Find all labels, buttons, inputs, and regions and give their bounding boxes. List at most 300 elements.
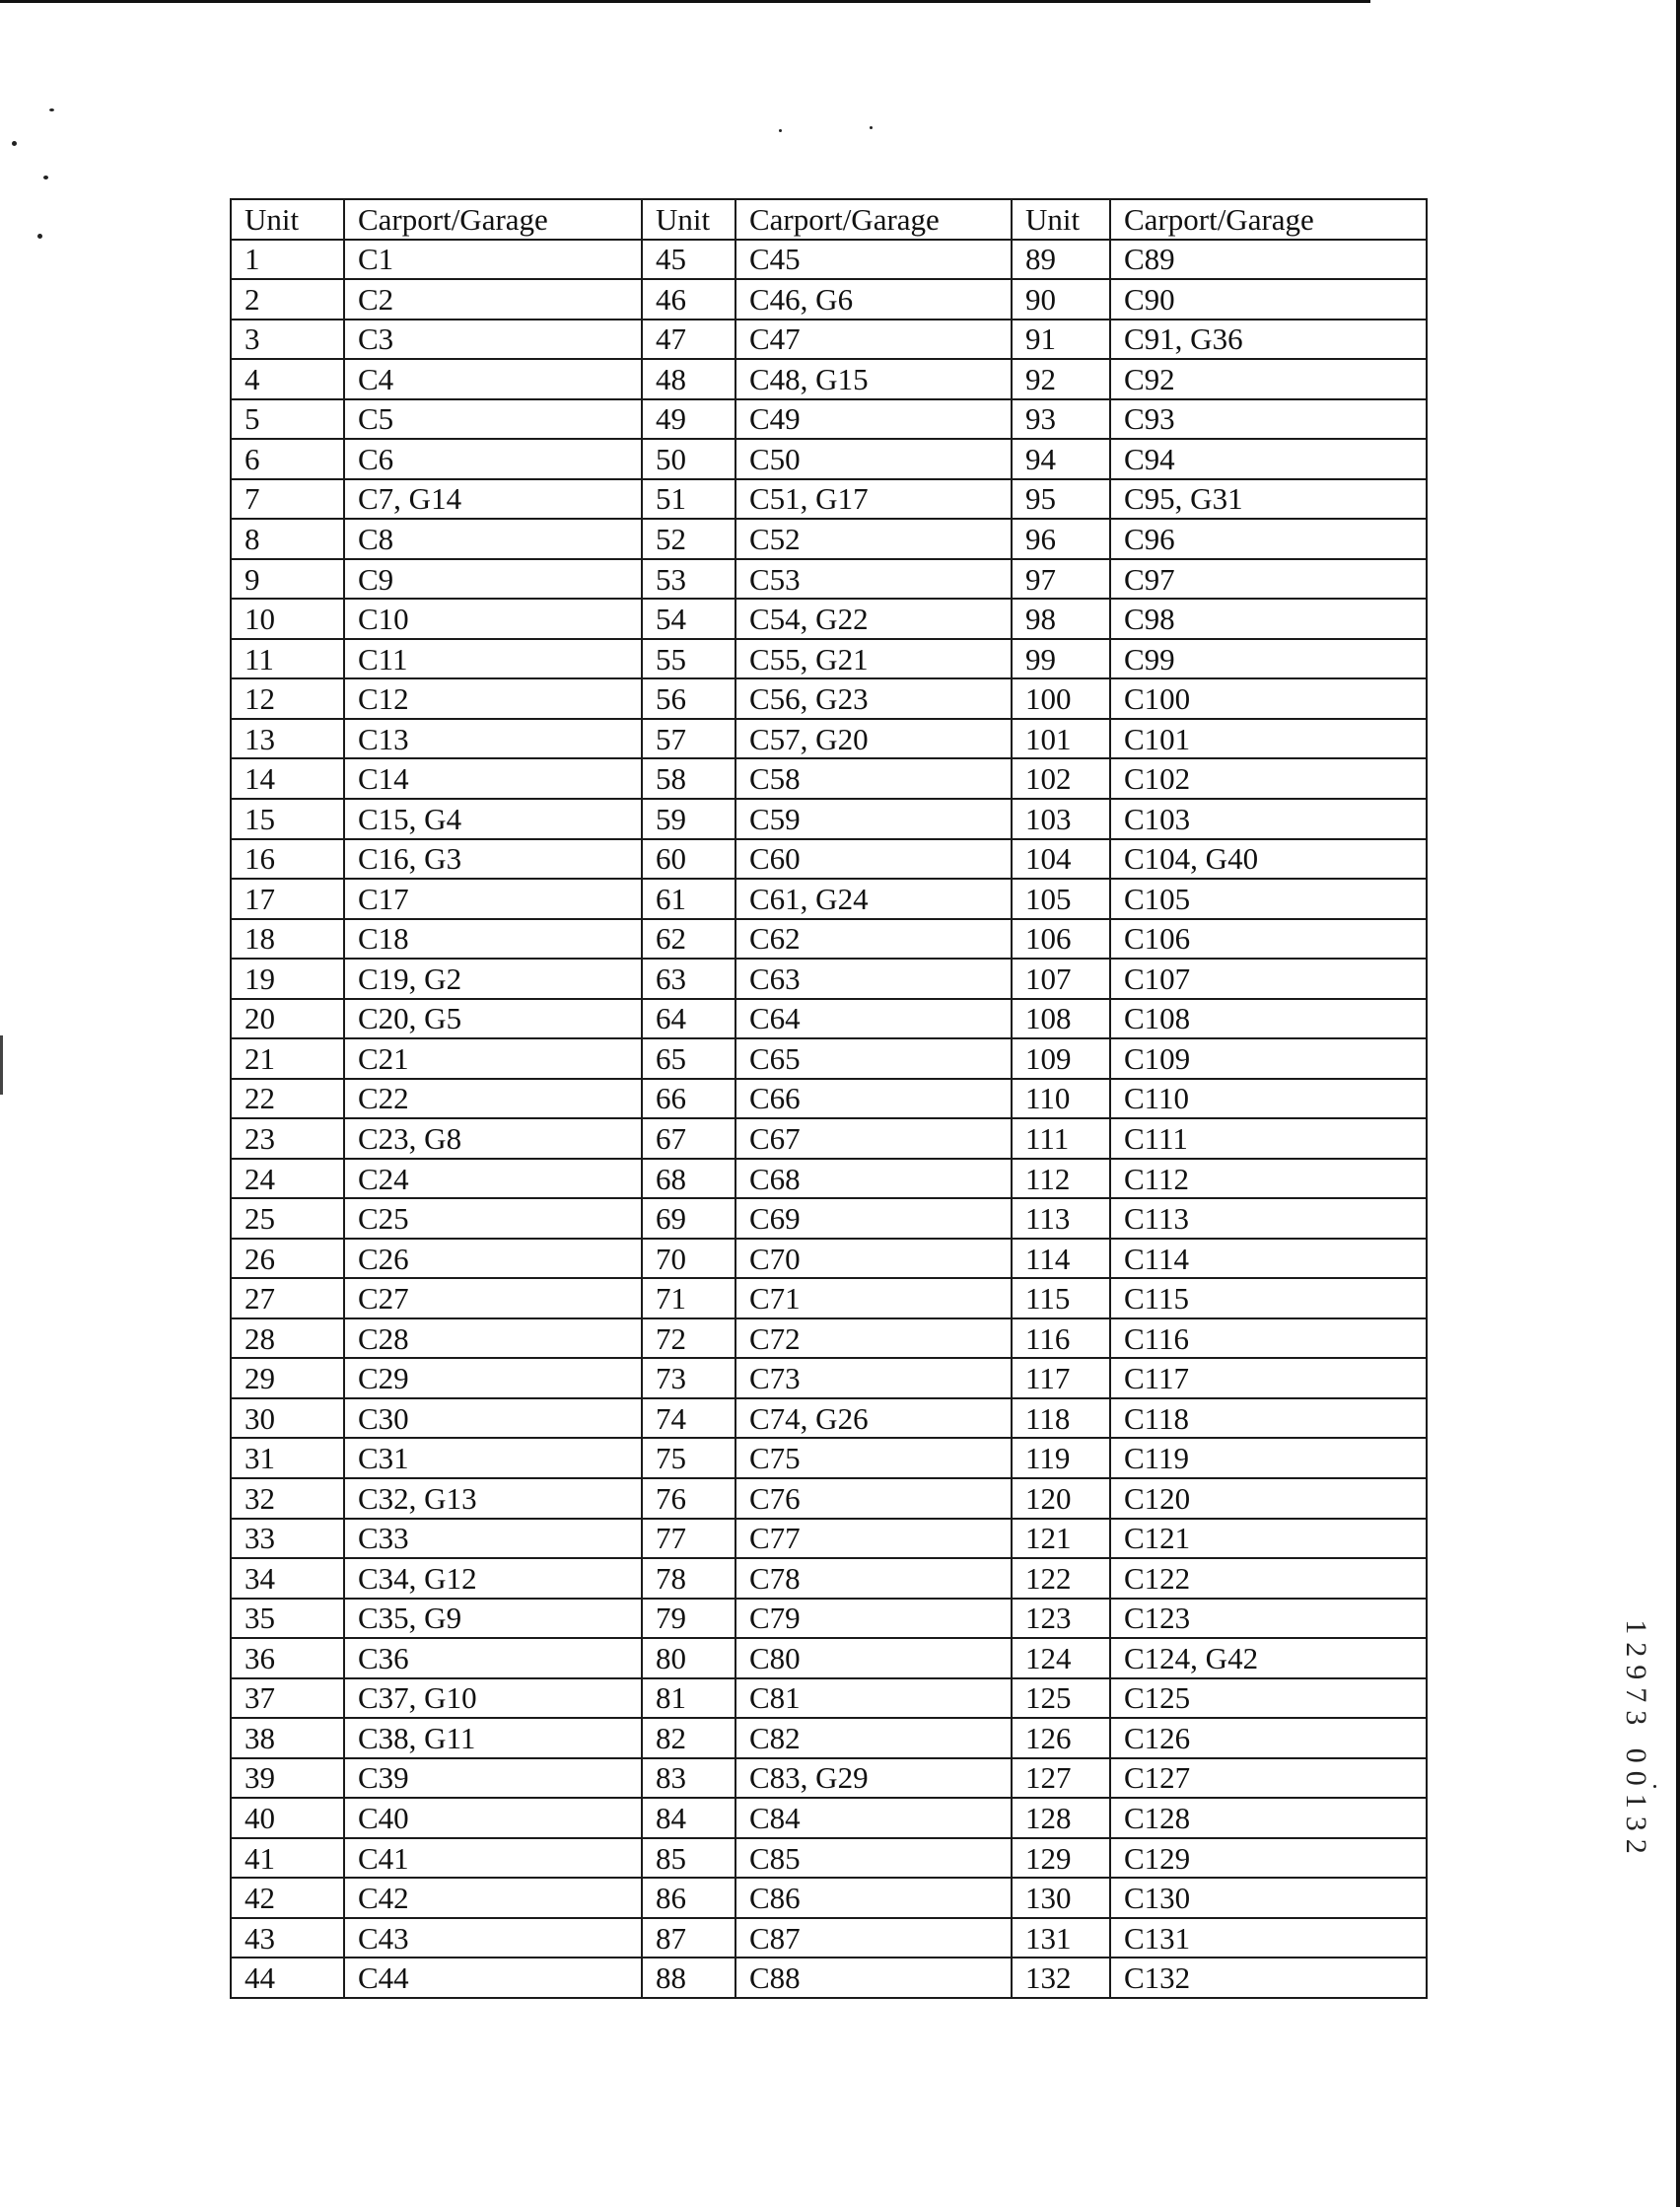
carport-garage-cell: C87 (735, 1918, 1012, 1958)
document-stamp-text: 12973 00132 (1620, 1619, 1652, 1862)
unit-cell: 28 (231, 1318, 344, 1359)
table-row (231, 1599, 1427, 1639)
carport-garage-cell: C41 (344, 1838, 642, 1879)
unit-cell: 115 (1012, 1278, 1110, 1318)
table-header-row (231, 199, 1427, 240)
unit-cell: 54 (642, 599, 735, 639)
carport-garage-cell: C71 (735, 1278, 1012, 1318)
table-row (231, 1198, 1427, 1239)
table-row (231, 240, 1427, 280)
carport-garage-cell: C121 (1110, 1519, 1427, 1559)
unit-cell: 126 (1012, 1718, 1110, 1758)
carport-garage-cell: C60 (735, 839, 1012, 880)
unit-cell: 87 (642, 1918, 735, 1958)
unit-cell: 90 (1012, 279, 1110, 320)
table-row (231, 1278, 1427, 1318)
unit-cell: 111 (1012, 1118, 1110, 1159)
carport-garage-cell: C2 (344, 279, 642, 320)
carport-garage-cell: C95, G31 (1110, 479, 1427, 520)
carport-garage-cell: C63 (735, 959, 1012, 999)
carport-garage-cell: C119 (1110, 1438, 1427, 1478)
table-row (231, 879, 1427, 919)
carport-garage-cell: C65 (735, 1038, 1012, 1079)
unit-cell: 32 (231, 1478, 344, 1519)
carport-garage-cell: C85 (735, 1838, 1012, 1879)
table-row (231, 559, 1427, 600)
unit-cell: 62 (642, 919, 735, 960)
unit-cell: 74 (642, 1398, 735, 1439)
unit-cell: 55 (642, 639, 735, 679)
carport-garage-cell: C118 (1110, 1398, 1427, 1439)
unit-cell: 20 (231, 999, 344, 1039)
unit-cell: 88 (642, 1958, 735, 1998)
unit-cell: 104 (1012, 839, 1110, 880)
carport-garage-cell: C53 (735, 559, 1012, 600)
unit-cell: 100 (1012, 678, 1110, 719)
carport-garage-cell: C70 (735, 1239, 1012, 1279)
unit-cell: 45 (642, 240, 735, 280)
scan-speck (870, 126, 873, 129)
carport-garage-cell: C15, G4 (344, 799, 642, 839)
unit-cell: 109 (1012, 1038, 1110, 1079)
unit-cell: 127 (1012, 1758, 1110, 1799)
unit-cell: 132 (1012, 1958, 1110, 1998)
carport-garage-cell: C5 (344, 399, 642, 440)
carport-garage-cell: C44 (344, 1958, 642, 1998)
carport-garage-cell: C45 (735, 240, 1012, 280)
carport-garage-cell: C16, G3 (344, 839, 642, 880)
carport-garage-cell: C25 (344, 1198, 642, 1239)
unit-cell: 9 (231, 559, 344, 600)
table-row (231, 1239, 1427, 1279)
carport-garage-cell: C74, G26 (735, 1398, 1012, 1439)
unit-cell: 110 (1012, 1079, 1110, 1119)
unit-cell: 14 (231, 758, 344, 799)
table-row (231, 1958, 1427, 1998)
carport-garage-cell: C29 (344, 1358, 642, 1398)
carport-garage-cell: C84 (735, 1798, 1012, 1838)
carport-garage-cell: C36 (344, 1638, 642, 1678)
table-row (231, 1079, 1427, 1119)
unit-cell: 128 (1012, 1798, 1110, 1838)
carport-garage-cell: C75 (735, 1438, 1012, 1478)
scan-right-edge (1676, 0, 1680, 2207)
header-unit-1: Unit (231, 199, 344, 240)
carport-garage-cell: C105 (1110, 879, 1427, 919)
scan-speck (779, 129, 782, 132)
unit-cell: 7 (231, 479, 344, 520)
carport-garage-cell: C116 (1110, 1318, 1427, 1359)
carport-garage-cell: C64 (735, 999, 1012, 1039)
carport-garage-cell: C100 (1110, 678, 1427, 719)
table-row (231, 1758, 1427, 1799)
carport-garage-cell: C113 (1110, 1198, 1427, 1239)
unit-cell: 81 (642, 1678, 735, 1719)
carport-garage-cell: C94 (1110, 439, 1427, 479)
unit-cell: 24 (231, 1159, 344, 1199)
table-row (231, 839, 1427, 880)
unit-cell: 117 (1012, 1358, 1110, 1398)
carport-garage-cell: C92 (1110, 359, 1427, 399)
carport-garage-cell: C79 (735, 1599, 1012, 1639)
unit-cell: 77 (642, 1519, 735, 1559)
unit-cell: 56 (642, 678, 735, 719)
unit-cell: 57 (642, 719, 735, 759)
carport-garage-cell: C10 (344, 599, 642, 639)
unit-cell: 35 (231, 1599, 344, 1639)
carport-garage-cell: C47 (735, 320, 1012, 360)
carport-garage-cell: C86 (735, 1878, 1012, 1918)
carport-garage-cell: C4 (344, 359, 642, 399)
carport-garage-cell: C32, G13 (344, 1478, 642, 1519)
unit-cell: 8 (231, 519, 344, 559)
table-row (231, 1159, 1427, 1199)
unit-cell: 52 (642, 519, 735, 559)
scan-speck (37, 234, 42, 239)
unit-cell: 12 (231, 678, 344, 719)
carport-garage-cell: C58 (735, 758, 1012, 799)
table-row (231, 678, 1427, 719)
carport-garage-cell: C17 (344, 879, 642, 919)
unit-cell: 63 (642, 959, 735, 999)
table-row (231, 320, 1427, 360)
table-row (231, 999, 1427, 1039)
unit-cell: 60 (642, 839, 735, 880)
carport-garage-cell: C102 (1110, 758, 1427, 799)
unit-cell: 78 (642, 1558, 735, 1599)
unit-cell: 43 (231, 1918, 344, 1958)
unit-cell: 121 (1012, 1519, 1110, 1559)
scan-top-edge (0, 0, 1370, 3)
carport-garage-cell: C38, G11 (344, 1718, 642, 1758)
table-row (231, 1798, 1427, 1838)
unit-cell: 91 (1012, 320, 1110, 360)
unit-cell: 19 (231, 959, 344, 999)
unit-cell: 94 (1012, 439, 1110, 479)
carport-garage-cell: C8 (344, 519, 642, 559)
unit-cell: 107 (1012, 959, 1110, 999)
carport-garage-cell: C46, G6 (735, 279, 1012, 320)
carport-garage-cell: C52 (735, 519, 1012, 559)
unit-cell: 99 (1012, 639, 1110, 679)
carport-garage-cell: C99 (1110, 639, 1427, 679)
carport-garage-cell: C93 (1110, 399, 1427, 440)
unit-cell: 89 (1012, 240, 1110, 280)
carport-garage-cell: C35, G9 (344, 1599, 642, 1639)
carport-garage-cell: C7, G14 (344, 479, 642, 520)
scan-left-mark (0, 1035, 3, 1095)
carport-garage-cell: C123 (1110, 1599, 1427, 1639)
unit-cell: 130 (1012, 1878, 1110, 1918)
unit-cell: 11 (231, 639, 344, 679)
carport-garage-table (230, 198, 1428, 1999)
unit-cell: 73 (642, 1358, 735, 1398)
carport-garage-cell: C42 (344, 1878, 642, 1918)
carport-garage-cell: C54, G22 (735, 599, 1012, 639)
carport-garage-cell: C30 (344, 1398, 642, 1439)
table-row (231, 1038, 1427, 1079)
carport-garage-cell: C125 (1110, 1678, 1427, 1719)
unit-cell: 95 (1012, 479, 1110, 520)
carport-garage-cell: C76 (735, 1478, 1012, 1519)
unit-cell: 22 (231, 1079, 344, 1119)
table-row (231, 758, 1427, 799)
carport-garage-cell: C127 (1110, 1758, 1427, 1799)
unit-cell: 59 (642, 799, 735, 839)
unit-cell: 131 (1012, 1918, 1110, 1958)
carport-garage-cell: C109 (1110, 1038, 1427, 1079)
header-unit-2: Unit (642, 199, 735, 240)
carport-garage-cell: C61, G24 (735, 879, 1012, 919)
carport-garage-cell: C81 (735, 1678, 1012, 1719)
unit-cell: 40 (231, 1798, 344, 1838)
scan-speck (12, 141, 17, 146)
table-row (231, 639, 1427, 679)
header-unit-3: Unit (1012, 199, 1110, 240)
carport-garage-cell: C90 (1110, 279, 1427, 320)
carport-garage-cell: C89 (1110, 240, 1427, 280)
unit-cell: 113 (1012, 1198, 1110, 1239)
carport-garage-cell: C114 (1110, 1239, 1427, 1279)
carport-garage-cell: C110 (1110, 1079, 1427, 1119)
carport-garage-cell: C9 (344, 559, 642, 600)
carport-garage-cell: C130 (1110, 1878, 1427, 1918)
carport-garage-cell: C91, G36 (1110, 320, 1427, 360)
unit-cell: 116 (1012, 1318, 1110, 1359)
carport-garage-cell: C34, G12 (344, 1558, 642, 1599)
unit-cell: 49 (642, 399, 735, 440)
unit-cell: 31 (231, 1438, 344, 1478)
carport-garage-cell: C112 (1110, 1159, 1427, 1199)
table-row (231, 1558, 1427, 1599)
table-row (231, 799, 1427, 839)
carport-garage-cell: C72 (735, 1318, 1012, 1359)
carport-garage-cell: C62 (735, 919, 1012, 960)
carport-garage-cell: C97 (1110, 559, 1427, 600)
carport-garage-cell: C50 (735, 439, 1012, 479)
table-row (231, 1718, 1427, 1758)
table-row (231, 1838, 1427, 1879)
carport-garage-cell: C48, G15 (735, 359, 1012, 399)
header-carport-garage-3: Carport/Garage (1110, 199, 1427, 240)
carport-garage-cell: C129 (1110, 1838, 1427, 1879)
carport-garage-cell: C3 (344, 320, 642, 360)
table-body (231, 199, 1427, 1998)
carport-garage-cell: C21 (344, 1038, 642, 1079)
unit-cell: 98 (1012, 599, 1110, 639)
carport-garage-cell: C111 (1110, 1118, 1427, 1159)
table-row (231, 599, 1427, 639)
unit-cell: 84 (642, 1798, 735, 1838)
table-row (231, 1878, 1427, 1918)
table-row (231, 279, 1427, 320)
carport-garage-cell: C98 (1110, 599, 1427, 639)
carport-garage-cell: C124, G42 (1110, 1638, 1427, 1678)
scan-speck (43, 176, 48, 179)
table-row (231, 1918, 1427, 1958)
carport-garage-cell: C55, G21 (735, 639, 1012, 679)
unit-cell: 68 (642, 1159, 735, 1199)
unit-cell: 65 (642, 1038, 735, 1079)
unit-cell: 34 (231, 1558, 344, 1599)
unit-cell: 46 (642, 279, 735, 320)
unit-cell: 66 (642, 1079, 735, 1119)
carport-garage-cell: C115 (1110, 1278, 1427, 1318)
carport-garage-cell: C12 (344, 678, 642, 719)
unit-cell: 15 (231, 799, 344, 839)
unit-cell: 120 (1012, 1478, 1110, 1519)
carport-garage-cell: C96 (1110, 519, 1427, 559)
unit-cell: 118 (1012, 1398, 1110, 1439)
unit-cell: 67 (642, 1118, 735, 1159)
unit-cell: 44 (231, 1958, 344, 1998)
unit-cell: 33 (231, 1519, 344, 1559)
unit-cell: 50 (642, 439, 735, 479)
unit-cell: 13 (231, 719, 344, 759)
table-row (231, 1118, 1427, 1159)
unit-cell: 125 (1012, 1678, 1110, 1719)
unit-cell: 27 (231, 1278, 344, 1318)
carport-garage-cell: C120 (1110, 1478, 1427, 1519)
unit-cell: 42 (231, 1878, 344, 1918)
unit-cell: 79 (642, 1599, 735, 1639)
carport-garage-cell: C128 (1110, 1798, 1427, 1838)
table-row (231, 479, 1427, 520)
unit-cell: 17 (231, 879, 344, 919)
carport-garage-cell: C1 (344, 240, 642, 280)
unit-cell: 3 (231, 320, 344, 360)
carport-garage-cell: C49 (735, 399, 1012, 440)
unit-cell: 124 (1012, 1638, 1110, 1678)
carport-garage-cell: C83, G29 (735, 1758, 1012, 1799)
header-carport-garage-2: Carport/Garage (735, 199, 1012, 240)
table-row (231, 719, 1427, 759)
scan-speck (49, 108, 54, 111)
unit-cell: 97 (1012, 559, 1110, 600)
carport-garage-cell: C27 (344, 1278, 642, 1318)
unit-cell: 106 (1012, 919, 1110, 960)
unit-cell: 114 (1012, 1239, 1110, 1279)
unit-cell: 25 (231, 1198, 344, 1239)
unit-cell: 129 (1012, 1838, 1110, 1879)
table-row (231, 399, 1427, 440)
carport-garage-cell: C122 (1110, 1558, 1427, 1599)
carport-garage-cell: C37, G10 (344, 1678, 642, 1719)
unit-cell: 29 (231, 1358, 344, 1398)
table-row (231, 519, 1427, 559)
carport-garage-cell: C73 (735, 1358, 1012, 1398)
header-carport-garage-1: Carport/Garage (344, 199, 642, 240)
carport-garage-cell: C66 (735, 1079, 1012, 1119)
carport-garage-cell: C28 (344, 1318, 642, 1359)
carport-garage-cell: C22 (344, 1079, 642, 1119)
unit-cell: 85 (642, 1838, 735, 1879)
carport-garage-cell: C68 (735, 1159, 1012, 1199)
carport-garage-cell: C132 (1110, 1958, 1427, 1998)
unit-cell: 38 (231, 1718, 344, 1758)
unit-cell: 105 (1012, 879, 1110, 919)
carport-garage-cell: C69 (735, 1198, 1012, 1239)
carport-garage-cell: C6 (344, 439, 642, 479)
table-row (231, 1519, 1427, 1559)
unit-cell: 72 (642, 1318, 735, 1359)
table-row (231, 359, 1427, 399)
carport-garage-cell: C13 (344, 719, 642, 759)
carport-garage-cell: C67 (735, 1118, 1012, 1159)
carport-garage-cell: C80 (735, 1638, 1012, 1678)
unit-cell: 53 (642, 559, 735, 600)
unit-cell: 16 (231, 839, 344, 880)
table-row (231, 439, 1427, 479)
unit-cell: 1 (231, 240, 344, 280)
unit-cell: 75 (642, 1438, 735, 1478)
carport-garage-cell: C23, G8 (344, 1118, 642, 1159)
unit-cell: 2 (231, 279, 344, 320)
table-row (231, 1478, 1427, 1519)
unit-cell: 80 (642, 1638, 735, 1678)
carport-garage-cell: C106 (1110, 919, 1427, 960)
carport-garage-cell: C43 (344, 1918, 642, 1958)
unit-cell: 48 (642, 359, 735, 399)
unit-cell: 71 (642, 1278, 735, 1318)
table-row (231, 1318, 1427, 1359)
carport-garage-cell: C40 (344, 1798, 642, 1838)
carport-garage-cell: C88 (735, 1958, 1012, 1998)
unit-cell: 61 (642, 879, 735, 919)
unit-cell: 58 (642, 758, 735, 799)
unit-cell: 76 (642, 1478, 735, 1519)
unit-cell: 18 (231, 919, 344, 960)
unit-cell: 30 (231, 1398, 344, 1439)
table-row (231, 1438, 1427, 1478)
unit-cell: 93 (1012, 399, 1110, 440)
unit-cell: 6 (231, 439, 344, 479)
unit-cell: 108 (1012, 999, 1110, 1039)
document-stamp (1606, 1578, 1665, 1903)
unit-cell: 101 (1012, 719, 1110, 759)
carport-garage-cell: C51, G17 (735, 479, 1012, 520)
unit-cell: 82 (642, 1718, 735, 1758)
carport-garage-cell: C18 (344, 919, 642, 960)
unit-cell: 123 (1012, 1599, 1110, 1639)
unit-cell: 96 (1012, 519, 1110, 559)
unit-cell: 21 (231, 1038, 344, 1079)
unit-cell: 122 (1012, 1558, 1110, 1599)
carport-garage-cell: C82 (735, 1718, 1012, 1758)
carport-garage-cell: C101 (1110, 719, 1427, 759)
table-row (231, 1358, 1427, 1398)
carport-garage-cell: C11 (344, 639, 642, 679)
unit-cell: 26 (231, 1239, 344, 1279)
carport-garage-cell: C59 (735, 799, 1012, 839)
unit-cell: 4 (231, 359, 344, 399)
table-row (231, 1678, 1427, 1719)
carport-garage-cell: C19, G2 (344, 959, 642, 999)
unit-cell: 64 (642, 999, 735, 1039)
table-row (231, 1398, 1427, 1439)
unit-cell: 119 (1012, 1438, 1110, 1478)
carport-garage-cell: C103 (1110, 799, 1427, 839)
unit-cell: 23 (231, 1118, 344, 1159)
unit-cell: 70 (642, 1239, 735, 1279)
carport-garage-cell: C77 (735, 1519, 1012, 1559)
carport-garage-cell: C33 (344, 1519, 642, 1559)
carport-garage-cell: C104, G40 (1110, 839, 1427, 880)
unit-cell: 36 (231, 1638, 344, 1678)
carport-garage-cell: C126 (1110, 1718, 1427, 1758)
carport-garage-cell: C24 (344, 1159, 642, 1199)
unit-cell: 69 (642, 1198, 735, 1239)
